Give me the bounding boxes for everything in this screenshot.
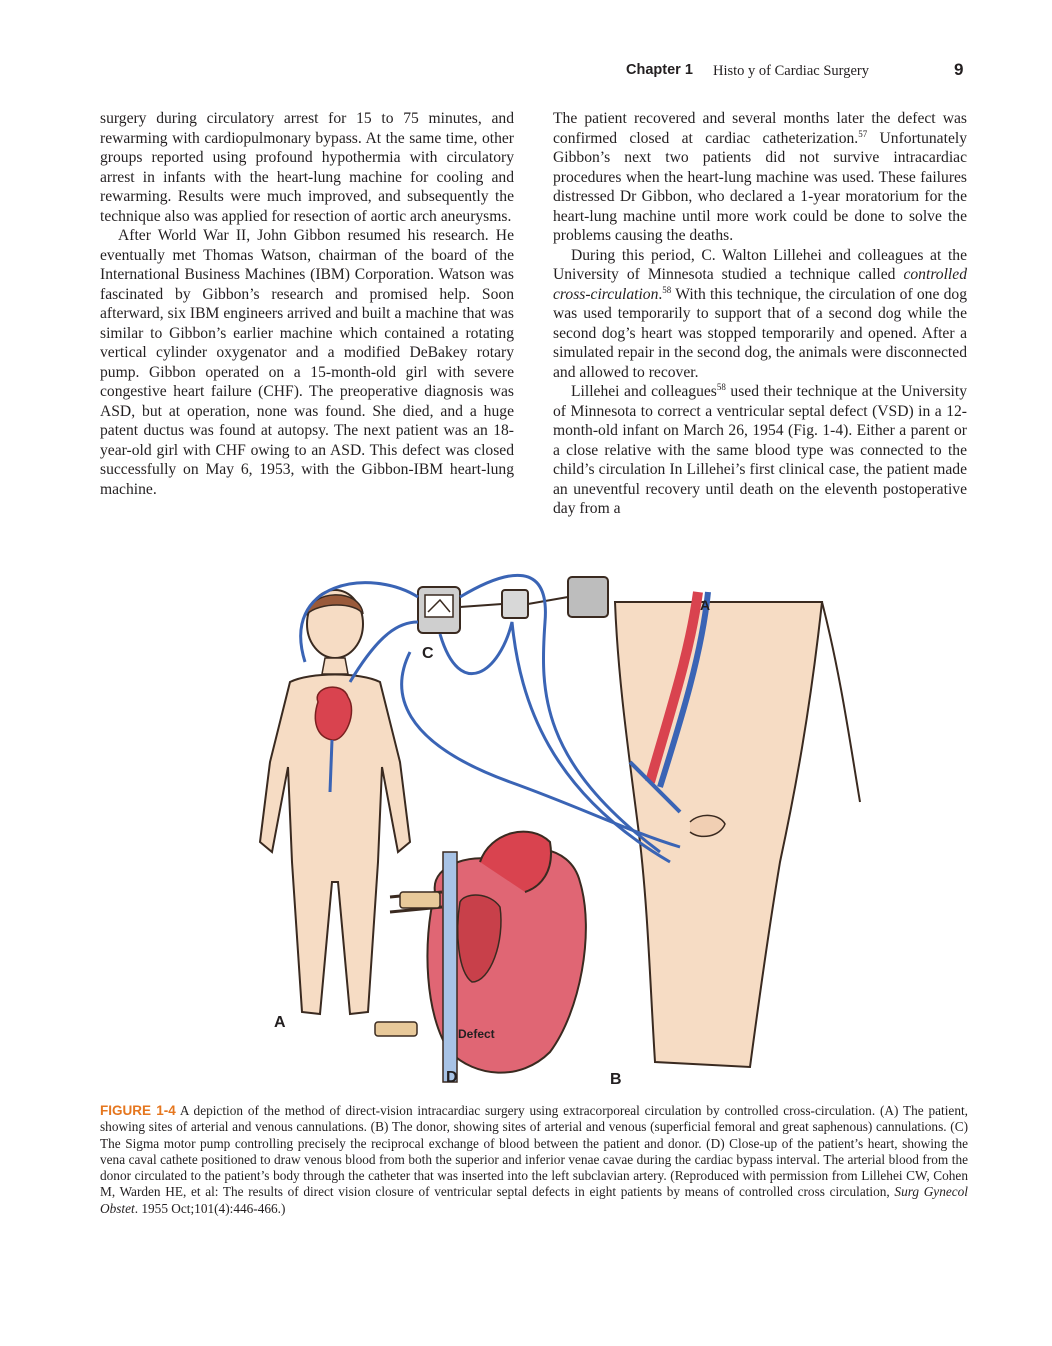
left-column	[100, 109, 514, 499]
right-column	[553, 109, 967, 519]
paragraph: After World War II, John Gibbon resumed his research. He eventually met Thomas Watson, chairman of the board of the International Business Machines (IBM) Corporation. Watson was fascinated by Gibbon’s research and promised help. Soon afterward, six IBM engineers arrived and built a machine that was similar to Gibbon’s earlier machine which contained a rotating vertical cylinder oxygenator and a modified DeBakey rotary pump. Gibbon operated on a 15-month-old girl with severe congestive heart failure (CHF). The preoperative diagnosis was ASD, but at operation, none was found. She died, and a huge patent ductus was found at autopsy. The next patient was an 18-year-old girl with CHF owing to an ASD. This defect was closed successfully on May 6, 1953, with the Gibbon-IBM heart-lung machine.	[100, 227, 514, 498]
figure-label-a: A	[274, 1014, 286, 1031]
vessel-label-a: A	[700, 597, 711, 613]
figure-number: FIGURE 1-4	[100, 1103, 176, 1118]
paragraph: The patient recovered and several months later the defect was confirmed closed at cardiac catheterization.$^{57}$ Unfortunately Gibbon’s next two patients did not survive intracardiac procedures when the heart-lung machine was used. These failures distressed Dr Gibbon, who declared a 1-year moratorium for the heart-lung machine until more work could be done to solve the problems causing the deaths.	[553, 110, 967, 244]
figure-cross-circulation	[250, 562, 970, 1092]
figure-illustration	[250, 562, 970, 1092]
figure-label-d: D	[446, 1069, 458, 1086]
chapter-title: Histo y of Cardiac Surgery	[713, 63, 869, 79]
emphasis-term: controlled cross-circulation	[553, 266, 967, 303]
reference-superscript: 57	[858, 128, 868, 139]
chapter-label: Chapter 1	[626, 62, 693, 78]
defect-label: Defect	[458, 1027, 495, 1041]
reference-superscript: 58	[662, 284, 672, 295]
figure-label-b: B	[610, 1071, 622, 1088]
heart-closeup	[375, 832, 586, 1082]
paragraph: Lillehei and colleagues$^{58}$ used their technique at the University of Minnesota to correct a ventricular septal defect (VSD) in a 12-month-old infant on March 26, 1954 (Fig. 1-4). Either a parent or a close relative with the same blood type was connected to the child’s circulation In Lillehei’s first clinical case, the patient made an uneventful recovery until death on the eleventh postoperative day from a	[553, 382, 967, 517]
paragraph: surgery during circulatory arrest for 15 to 75 minutes, and rewarming with cardiopulmonary bypass. At the same time, other groups reported using profound hypothermia with circulatory arrest in infants with the heart-lung machine for cooling and rewarming. Results were much improved, and subsequently the technique also was applied for resection of aortic arch aneurysms.	[100, 110, 514, 225]
figure-caption: FIGURE 1-4 A depiction of the method of direct-vision intracardiac surgery using extracorporeal circulation by controlled cross-circulation. (A) The patient, showing sites of arterial and venous cannulations. (B) The donor, showing sites of arterial and venous (superficial femoral and great saphenous) cannulations. (C) The Sigma motor pump controlling precisely the reciprocal exchange of blood between the patient and donor. (D) Close-up of the patient’s heart, showing the vena caval cathete positioned to draw venous blood from both the superior and inferior venae cavae during the cardiac bypass interval. The arterial blood from the donor circulated to the patient’s body through the catheter that was inserted into the left subclavian artery. (Reproduced with permission from Lillehei CW, Cohen M, Warden HE, et al: The results of direct vision closure of ventricular septal defects in eight patients by means of controlled cross circulation, Surg Gynecol Obstet. 1955 Oct;101(4):446-466.)	[100, 1103, 969, 1216]
paragraph: During this period, C. Walton Lillehei and colleagues at the University of Minnesota studied a technique called controlled cross-circulation.$^{58}$ With this technique, the circulation of one dog was used temporarily to support that of a second dog while the second dog’s heart was stopped temporarily and opened. After a simulated repair in the second dog, the animals were disconnected and allowed to recover.	[553, 246, 967, 381]
reference-superscript: 58	[716, 382, 726, 392]
patient-child	[260, 590, 410, 1014]
running-header	[0, 60, 1052, 84]
figure-label-c: C	[422, 645, 434, 662]
donor-leg	[615, 592, 860, 1067]
journal-name: Surg Gynecol Obstet	[100, 1184, 969, 1216]
page-number: 9	[954, 60, 964, 79]
